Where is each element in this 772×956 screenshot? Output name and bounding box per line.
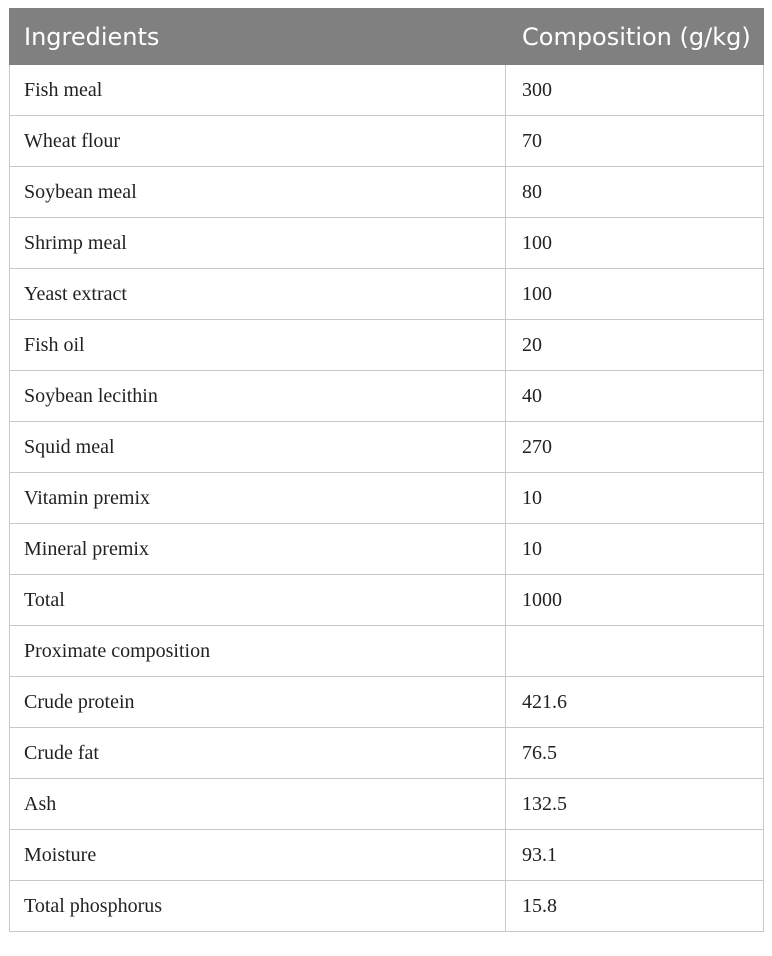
composition-value-cell: 93.1 [506,830,764,881]
composition-value-cell: 10 [506,473,764,524]
ingredient-cell: Fish oil [10,320,506,371]
ingredient-cell: Ash [10,779,506,830]
ingredient-cell: Yeast extract [10,269,506,320]
composition-value-cell: 10 [506,524,764,575]
ingredient-cell: Vitamin premix [10,473,506,524]
header-row [10,9,764,65]
table-row [10,473,764,524]
table-row [10,830,764,881]
ingredient-cell: Soybean meal [10,167,506,218]
ingredient-cell: Crude fat [10,728,506,779]
feed-composition-table-container [9,8,763,932]
table-row [10,422,764,473]
table-row [10,320,764,371]
table-header [10,9,764,65]
table-row [10,575,764,626]
ingredient-cell: Proximate composition [10,626,506,677]
table-body [10,65,764,932]
composition-value-cell: 300 [506,65,764,116]
table-row [10,779,764,830]
composition-value-cell: 270 [506,422,764,473]
ingredient-cell: Total phosphorus [10,881,506,932]
composition-value-cell: 132.5 [506,779,764,830]
table-row [10,65,764,116]
composition-value-cell: 20 [506,320,764,371]
header-composition: Composition (g/kg) [506,9,764,65]
composition-value-cell: 80 [506,167,764,218]
table-row [10,116,764,167]
composition-value-cell: 421.6 [506,677,764,728]
composition-value-cell: 76.5 [506,728,764,779]
table-row [10,524,764,575]
composition-value-cell: 15.8 [506,881,764,932]
composition-value-cell: 1000 [506,575,764,626]
composition-value-cell: 100 [506,218,764,269]
ingredient-cell: Shrimp meal [10,218,506,269]
composition-value-cell: 40 [506,371,764,422]
header-ingredients: Ingredients [10,9,506,65]
ingredient-cell: Squid meal [10,422,506,473]
feed-composition-table [9,8,764,932]
table-row [10,218,764,269]
table-row [10,728,764,779]
ingredient-cell: Mineral premix [10,524,506,575]
table-row [10,269,764,320]
composition-value-cell: 70 [506,116,764,167]
ingredient-cell: Soybean lecithin [10,371,506,422]
table-row [10,371,764,422]
table-row [10,167,764,218]
ingredient-cell: Crude protein [10,677,506,728]
ingredient-cell: Fish meal [10,65,506,116]
table-row [10,677,764,728]
composition-value-cell [506,626,764,677]
composition-value-cell: 100 [506,269,764,320]
table-row [10,881,764,932]
ingredient-cell: Moisture [10,830,506,881]
ingredient-cell: Wheat flour [10,116,506,167]
ingredient-cell: Total [10,575,506,626]
table-row [10,626,764,677]
